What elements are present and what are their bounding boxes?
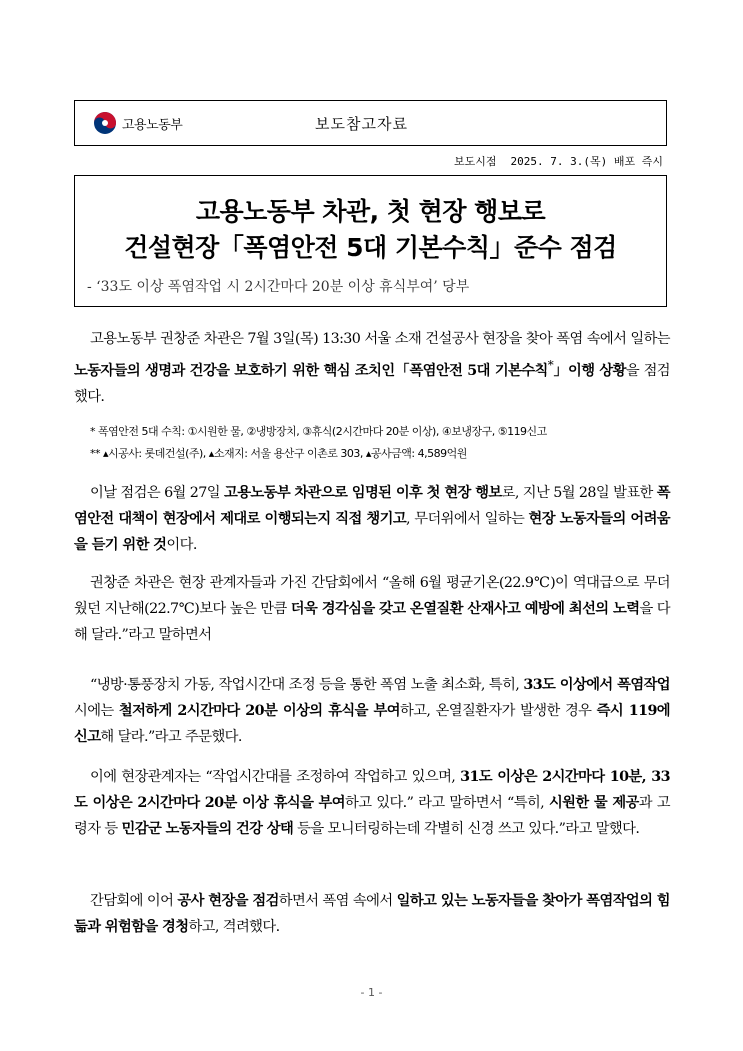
p5-bold-2: 시원한 물 제공 xyxy=(548,795,639,811)
p4-text-end: 해 달라.”라고 주문했다. xyxy=(100,729,242,745)
footnote-1: * 폭염안전 5대 수칙: ①시원한 물, ②냉방장치, ③휴식(2시간마다 20분 이상), ④보냉장구, ⑤119신고 xyxy=(90,425,547,438)
p6-text-end: 하고, 격려했다. xyxy=(188,919,280,935)
p2-text-3: , 무더위에서 일하는 xyxy=(406,511,529,527)
p5-text-3: 과 고령자 등 xyxy=(74,795,670,837)
p6-bold-1: 공사 현장을 점검 xyxy=(177,893,279,909)
p3-text-end: 을 다해 달라.”라고 말하면서 xyxy=(74,601,670,643)
p4-text-2: 시에는 xyxy=(74,703,119,719)
paragraph-5 xyxy=(74,764,670,842)
p2-text-2: 로, 지난 5월 28일 발표한 xyxy=(501,485,657,501)
p3-text: 권창준 차관은 현장 관계자들과 가진 간담회에서 “올해 6월 평균기온(22.9℃)이 역대급으로 무더웠던 지난해(22.7℃)보다 높은 만큼 xyxy=(74,575,670,617)
p5-bold-1: 31도 이상은 2시간마다 10분, 33도 이상은 2시간마다 20분 이상 휴식을 부여 xyxy=(74,769,671,811)
p5-bold-3: 민감군 노동자들의 건강 상태 xyxy=(121,821,294,837)
title-line-2: 건설현장「폭염안전 5대 기본수칙」준수 점검 xyxy=(124,233,617,262)
paragraph-1 xyxy=(74,326,670,410)
document-type: 보도참고자료 xyxy=(315,115,408,133)
title-line-1: 고용노동부 차관, 첫 현장 행보로 xyxy=(195,197,546,226)
subtitle: - ‘33도 이상 폭염작업 시 2시간마다 20분 이상 휴식부여’ 당부 xyxy=(87,279,470,295)
p5-text-end: 등을 모니터링하는데 각별히 신경 쓰고 있다.”라고 말했다. xyxy=(293,821,640,837)
p2-bold-1: 고용노동부 차관으로 임명된 이후 첫 현장 행보 xyxy=(223,485,502,501)
p5-text: 이에 현장관계자는 “작업시간대를 조정하여 작업하고 있으며, xyxy=(90,769,461,785)
taegeuk-logo-icon xyxy=(93,111,117,135)
p6-text: 간담회에 이어 xyxy=(90,893,178,909)
p1-footnote-mark: * xyxy=(547,358,554,372)
release-info xyxy=(454,153,663,169)
p4-text: “냉방·통풍장치 가동, 작업시간대 조정 등을 통한 폭염 노출 최소화, 특히, xyxy=(90,677,524,693)
p3-bold: 더욱 경각심을 갖고 온열질환 산재사고 예방에 최선의 노력 xyxy=(290,601,640,617)
p1-text-end: 을 점검했다. xyxy=(74,362,670,405)
release-label: 보도시점 xyxy=(454,155,497,168)
p2-text-end: 이다. xyxy=(166,537,197,553)
p2-bold-3: 현장 노동자들의 어려움을 듣기 위한 것 xyxy=(74,511,670,553)
p4-text-3: 하고, 온열질환자가 발생한 경우 xyxy=(399,703,597,719)
page-number: - 1 - xyxy=(360,986,383,999)
p5-text-2: 하고 있다.” 라고 말하면서 “특히, xyxy=(344,795,549,811)
p4-bold-3: 즉시 119에 신고 xyxy=(74,703,671,745)
footnote-2: ** ▴시공사: 롯데건설(주), ▴소재지: 서울 용산구 이촌로 303, ▴공사금액: 4,589억원 xyxy=(90,447,467,460)
p1-text: 고용노동부 권창준 차관은 7월 3일(목) 13:30 서울 소재 건설공사 현장을 찾아 폭염 속에서 일하는 xyxy=(90,331,670,347)
logo-text: 고용노동부 xyxy=(122,117,183,133)
p1-bold-2: 」이행 상황 xyxy=(553,362,626,379)
p4-bold-2: 철저하게 2시간마다 20분 이상의 휴식을 부여 xyxy=(118,703,400,719)
paragraph-3 xyxy=(74,570,670,648)
ministry-logo xyxy=(93,111,182,135)
p2-bold-2: 폭염안전 대책이 현장에서 제대로 이행되는지 직접 챙기고 xyxy=(74,485,670,527)
p6-text-2: 하면서 폭염 속에서 xyxy=(278,893,397,909)
title-box xyxy=(74,175,667,307)
paragraph-2 xyxy=(74,480,670,558)
release-value: 2025. 7. 3.(목) 배포 즉시 xyxy=(510,155,663,168)
p6-bold-2: 일하고 있는 노동자들을 찾아가 폭염작업의 힘듦과 위험함을 경청 xyxy=(74,893,671,935)
p1-bold: 노동자들의 생명과 건강을 보호하기 위한 핵심 조치인「폭염안전 5대 기본수칙 xyxy=(74,362,548,379)
p2-text: 이날 점검은 6월 27일 xyxy=(90,485,224,501)
paragraph-6 xyxy=(74,888,670,940)
p4-bold-1: 33도 이상에서 폭염작업 xyxy=(523,677,670,693)
header-box xyxy=(74,100,667,146)
paragraph-4 xyxy=(74,672,670,750)
